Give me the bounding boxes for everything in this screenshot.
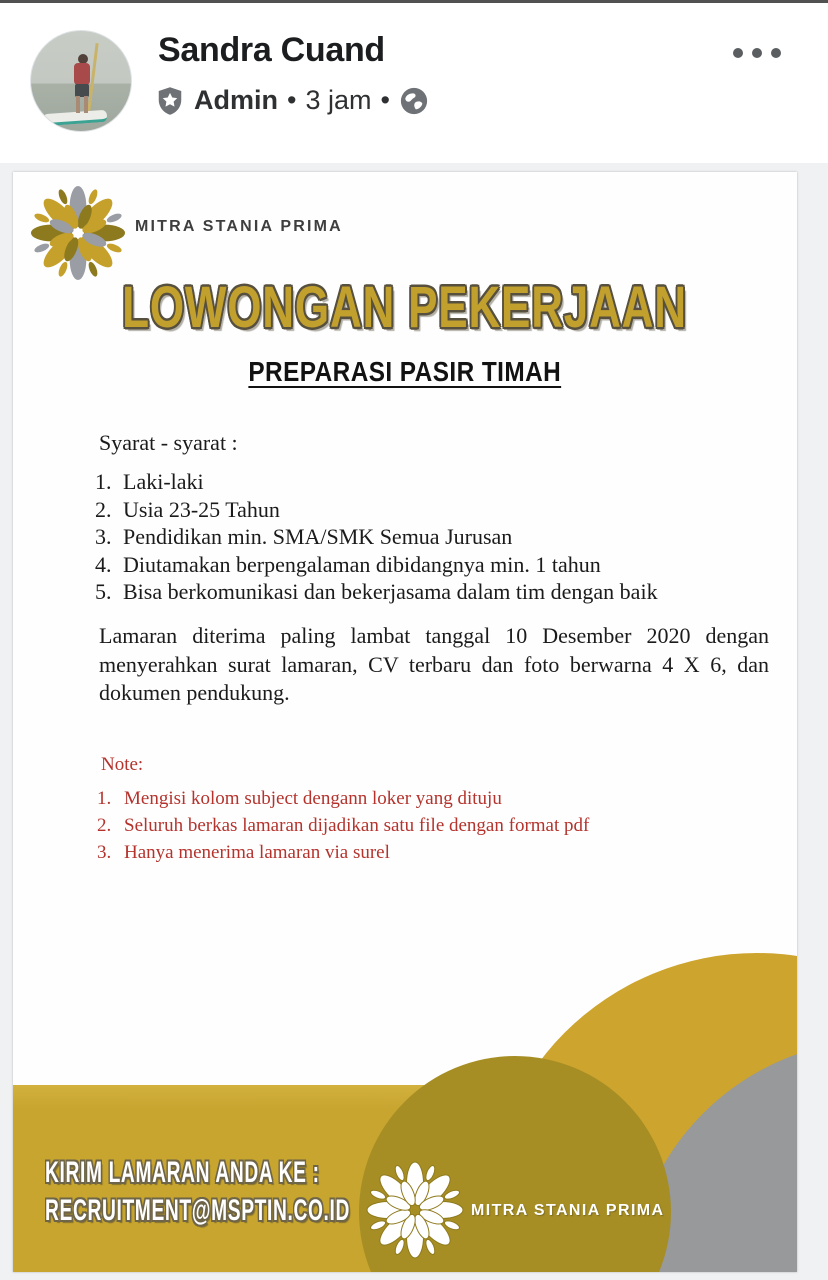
avatar[interactable] [30, 30, 132, 132]
meta-separator: • [380, 85, 390, 115]
post-options-menu-icon[interactable] [733, 48, 781, 58]
msp-flower-logo [29, 184, 127, 282]
cta-email: RECRUITMENT@MSPTIN.CO.ID [45, 1194, 351, 1227]
note-label: Note: [101, 754, 144, 775]
flyer-title: LOWONGAN PEKERJAAN [122, 275, 688, 340]
requirements-list [95, 469, 658, 607]
person-leg-shape [76, 96, 80, 113]
requirement-item: 4. Diutamakan berpengalaman dibidangnya min. 1 tahun [95, 551, 601, 577]
note-item: 2. Seluruh berkas lamaran dijadikan satu file dengan format pdf [97, 815, 590, 836]
flyer-image[interactable] [13, 172, 797, 1272]
brand-name-bottom: MITRA STANIA PRIMA [471, 1202, 665, 1219]
post-meta [155, 85, 429, 116]
flyer-subtitle: PREPARASI PASIR TIMAH [248, 356, 562, 387]
requirement-item: 5. Bisa berkomunikasi dan bekerjasama dalam tim dengan baik [95, 579, 658, 605]
public-globe-icon [399, 86, 429, 116]
brand-name-top: MITRA STANIA PRIMA [135, 218, 343, 235]
post-timestamp[interactable]: 3 jam [305, 85, 372, 115]
author-name[interactable]: Sandra Cuand [158, 31, 385, 69]
admin-shield-icon [155, 86, 185, 116]
meta-separator: • [287, 85, 297, 115]
post-header [0, 3, 828, 163]
paddleboard-shape [43, 110, 108, 126]
note-item: 3. Hanya menerima lamaran via surel [97, 842, 390, 863]
msp-flower-logo-white [365, 1160, 465, 1260]
requirements-label: Syarat - syarat : [99, 430, 238, 455]
note-list [97, 788, 589, 869]
cta-line-1: KIRIM LAMARAN ANDA KE : [45, 1156, 320, 1189]
deadline-paragraph: Lamaran diterima paling lambat tanggal 10 Desember 2020 dengan menyerahkan surat lamaran, CV terbaru dan foto berwarna 4 X 6, dan dokumen pendukung. [99, 623, 769, 706]
note-item: 1. Mengisi kolom subject dengann loker yang dituju [97, 788, 502, 809]
admin-badge-label: Admin [194, 85, 278, 115]
person-leg-shape [84, 96, 88, 113]
requirement-item: 3. Pendidikan min. SMA/SMK Semua Jurusan [95, 524, 513, 550]
person-vest-shape [74, 63, 90, 85]
requirement-item: 2. Usia 23-25 Tahun [95, 496, 280, 522]
requirement-item: 1. Laki-laki [95, 469, 204, 494]
